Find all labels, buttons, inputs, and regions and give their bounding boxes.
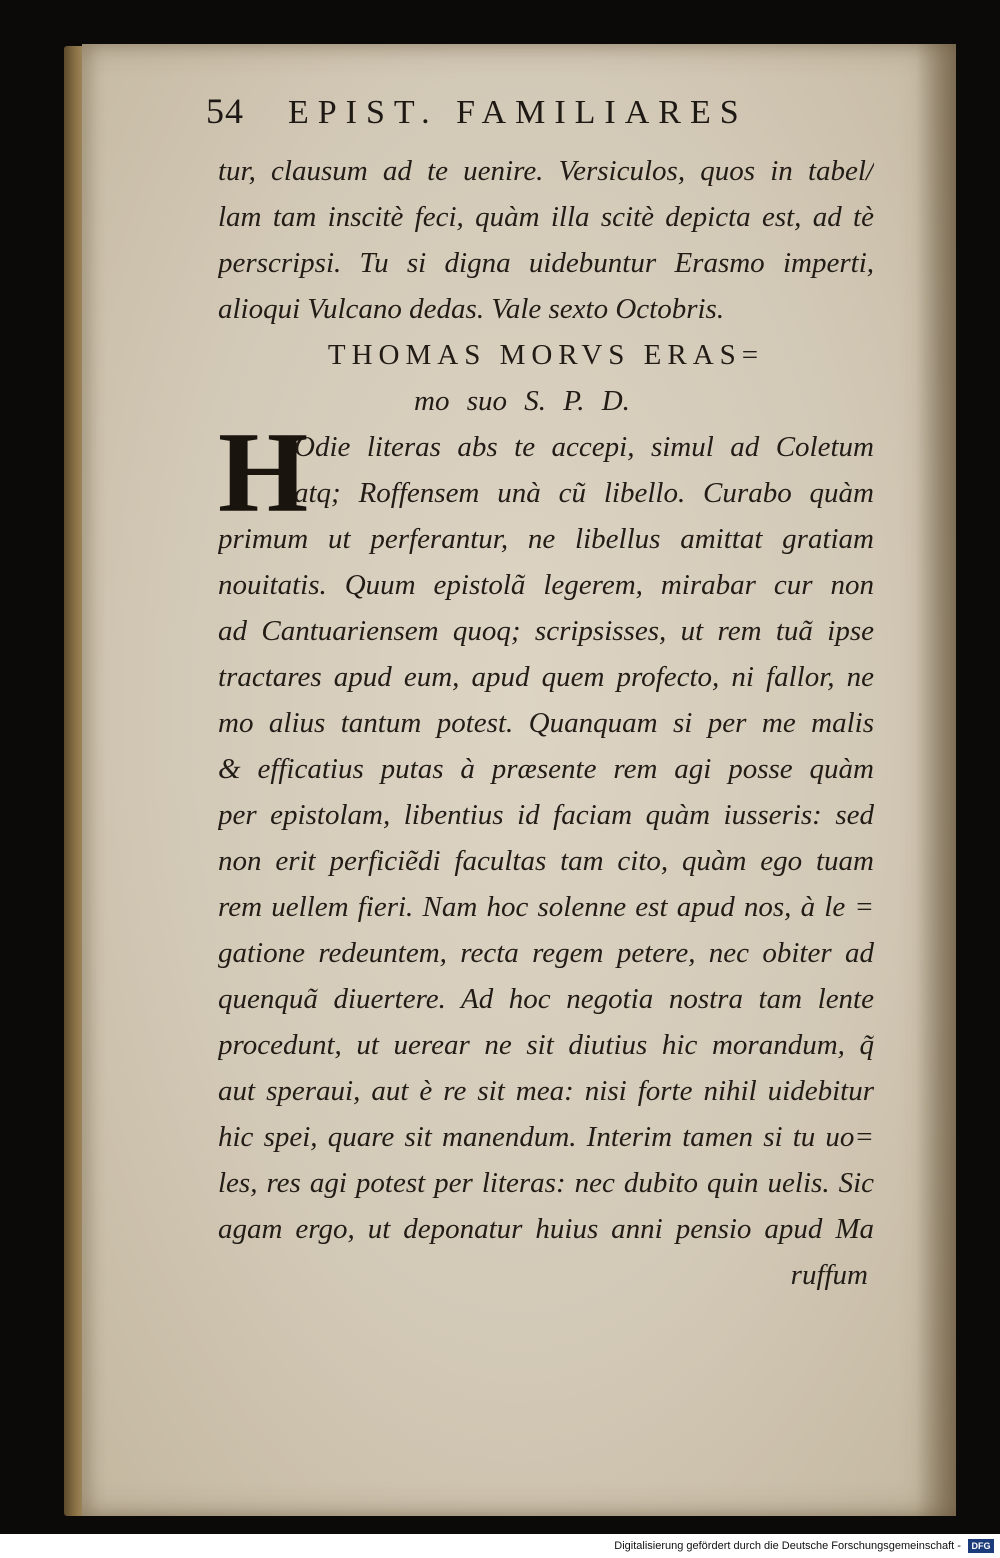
text-line: ad Cantuariensem quoq; scripsisses, ut rem tuã ipse [218, 615, 874, 647]
text-line: & efficatius putas à præsente rem agi posse quàm [218, 753, 874, 785]
text-line: gatione redeuntem, recta regem petere, nec obiter ad [218, 937, 874, 969]
text-line: nouitatis. Quum epistolã legerem, mirabar cur non [218, 569, 874, 601]
text-line: primum ut perferantur, ne libellus amittat gratiam [218, 523, 874, 555]
text-line: mo alius tantum potest. Quanquam si per me malis [218, 707, 874, 739]
dfg-logo-icon: DFG [968, 1539, 994, 1553]
text-line: rem uellem fieri. Nam hoc solenne est apud nos, à le = [218, 891, 874, 923]
running-head: EPIST. FAMILIARES [288, 94, 748, 131]
text-line: quenquã diuertere. Ad hoc negotia nostra tam lente [218, 983, 874, 1015]
text-line: aut speraui, aut è re sit mea: nisi forte nihil uidebitur [218, 1075, 874, 1107]
page-header [206, 90, 766, 142]
text-line: hic spei, quare sit manendum. Interim tamen si tu uo= [218, 1121, 874, 1153]
text-line: tractares apud eum, apud quem profecto, ni fallor, ne [218, 661, 874, 693]
decorated-initial: H [218, 409, 309, 537]
text-block [218, 148, 874, 1298]
letter-heading-continued: mo suo S. P. D. [414, 385, 630, 417]
text-line: procedunt, ut uerear ne sit diutius hic morandum, q̃ [218, 1029, 874, 1061]
text-line: non erit perficiẽdi facultas tam cito, quàm ego tuam [218, 845, 874, 877]
letter-heading: THOMAS MORVS ERAS= [327, 339, 765, 371]
text-line: les, res agi potest per literas: nec dubito quin uelis. Sic [218, 1167, 874, 1199]
digitization-footer [0, 1534, 1000, 1558]
text-line: perscripsi. Tu si digna uidebuntur Erasmo imperti, [218, 247, 874, 279]
text-line: tur, clausum ad te uenire. Versiculos, quos in tabel/ [218, 155, 874, 187]
page-gutter-shadow [916, 44, 956, 1516]
page-number: 54 [206, 91, 244, 131]
text-line: per epistolam, libentius id faciam quàm iusseris: sed [218, 799, 874, 831]
text-line: atq; Roffensem unà cũ libello. Curabo quàm [294, 477, 874, 509]
text-line: agam ergo, ut deponatur huius anni pensio apud Ma [218, 1213, 874, 1245]
letter-body [218, 409, 874, 1252]
text-line: alioqui Vulcano dedas. Vale sexto Octobris. [218, 293, 725, 325]
text-line: lam tam inscitè feci, quàm illa scitè depicta est, ad tè [218, 201, 874, 233]
catchword: ruffum [790, 1259, 868, 1291]
text-line: Odie literas abs te accepi, simul ad Coletum [294, 431, 874, 463]
funding-notice: Digitalisierung gefördert durch die Deutsche Forschungsgemeinschaft - [614, 1540, 961, 1552]
